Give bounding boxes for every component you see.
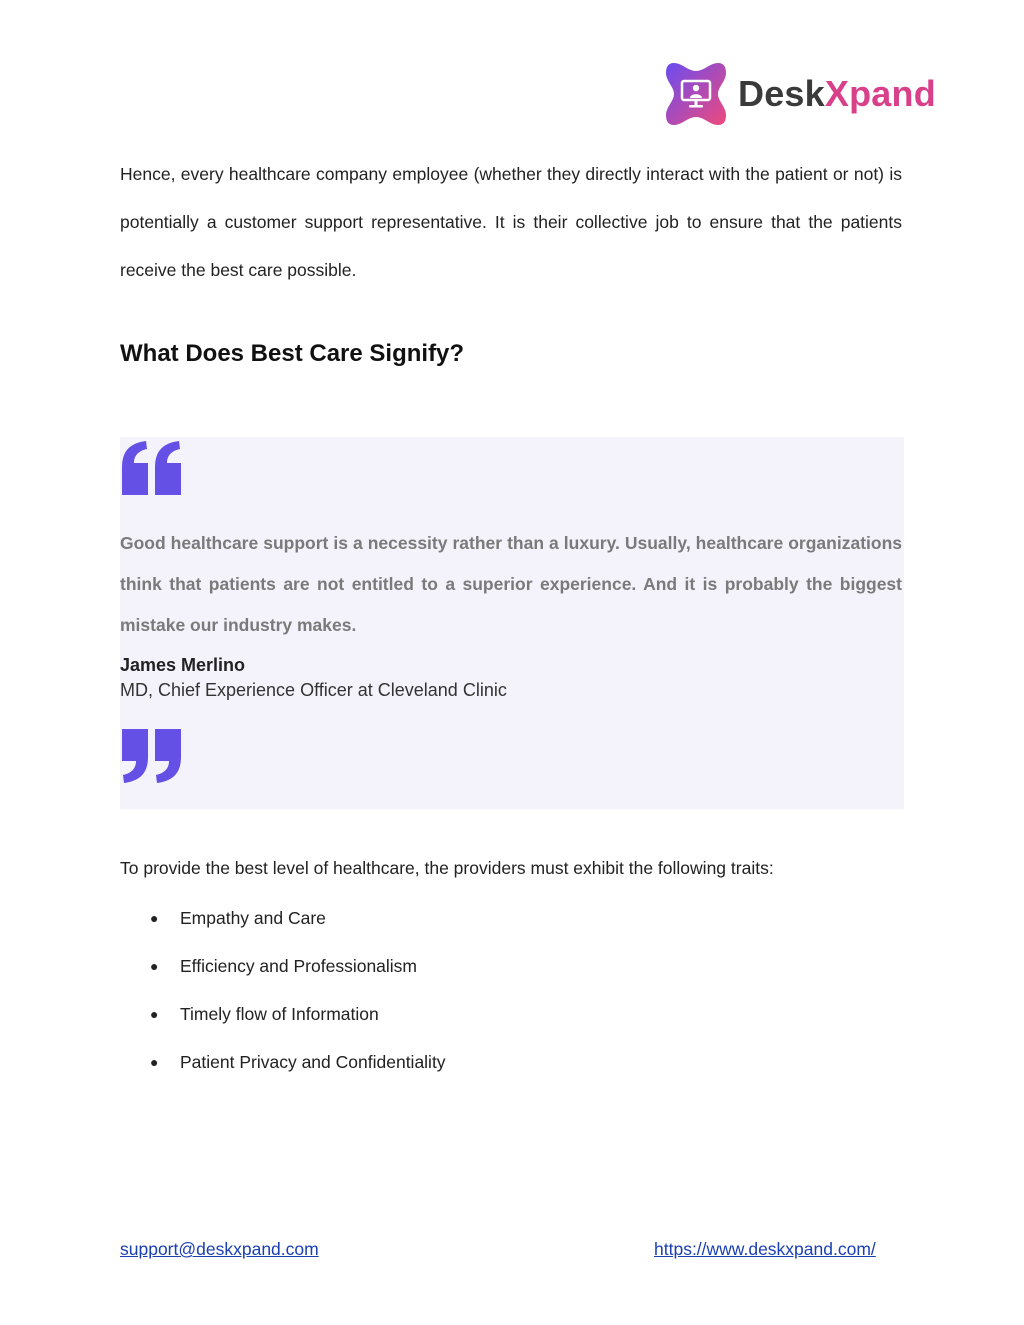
monitor-person-icon: [664, 61, 728, 127]
list-item: ● Empathy and Care: [150, 894, 446, 942]
list-item: ● Patient Privacy and Confidentiality: [150, 1038, 446, 1086]
list-item: ● Timely flow of Information: [150, 990, 446, 1038]
bullet-icon: ●: [150, 958, 159, 974]
section-heading: What Does Best Care Signify?: [120, 340, 465, 367]
brand-logo: [664, 60, 936, 128]
list-item: ● Efficiency and Professionalism: [150, 942, 446, 990]
bullet-icon: ●: [150, 910, 159, 926]
bullet-icon: ●: [150, 1054, 159, 1070]
close-quote-icon: [122, 729, 182, 783]
quote-author: James Merlino: [120, 655, 246, 675]
bullet-icon: ●: [150, 1006, 159, 1022]
intro-paragraph: Hence, every healthcare company employee (whether they directly interact with the patient or not) is potentially a customer support representative. It is their collective job to ensure that the patients receive the best care possible.: [120, 164, 902, 280]
quote-author-title: MD, Chief Experience Officer at Cleveland Clinic: [120, 680, 507, 700]
quote-text: Good healthcare support is a necessity rather than a luxury. Usually, healthcare organizations think that patients are not entitled to a superior experience. And it is probably the biggest mistake our industry makes.: [120, 533, 902, 635]
quote-block: [120, 437, 904, 809]
brand-name: DeskXpand: [738, 73, 936, 114]
open-quote-icon: [122, 441, 182, 495]
traits-intro: To provide the best level of healthcare, the providers must exhibit the following traits:: [120, 858, 774, 878]
footer-website-link[interactable]: https://www.deskxpand.com/: [654, 1239, 876, 1259]
footer-email-link[interactable]: support@deskxpand.com: [120, 1239, 319, 1259]
traits-list: [150, 894, 446, 1086]
